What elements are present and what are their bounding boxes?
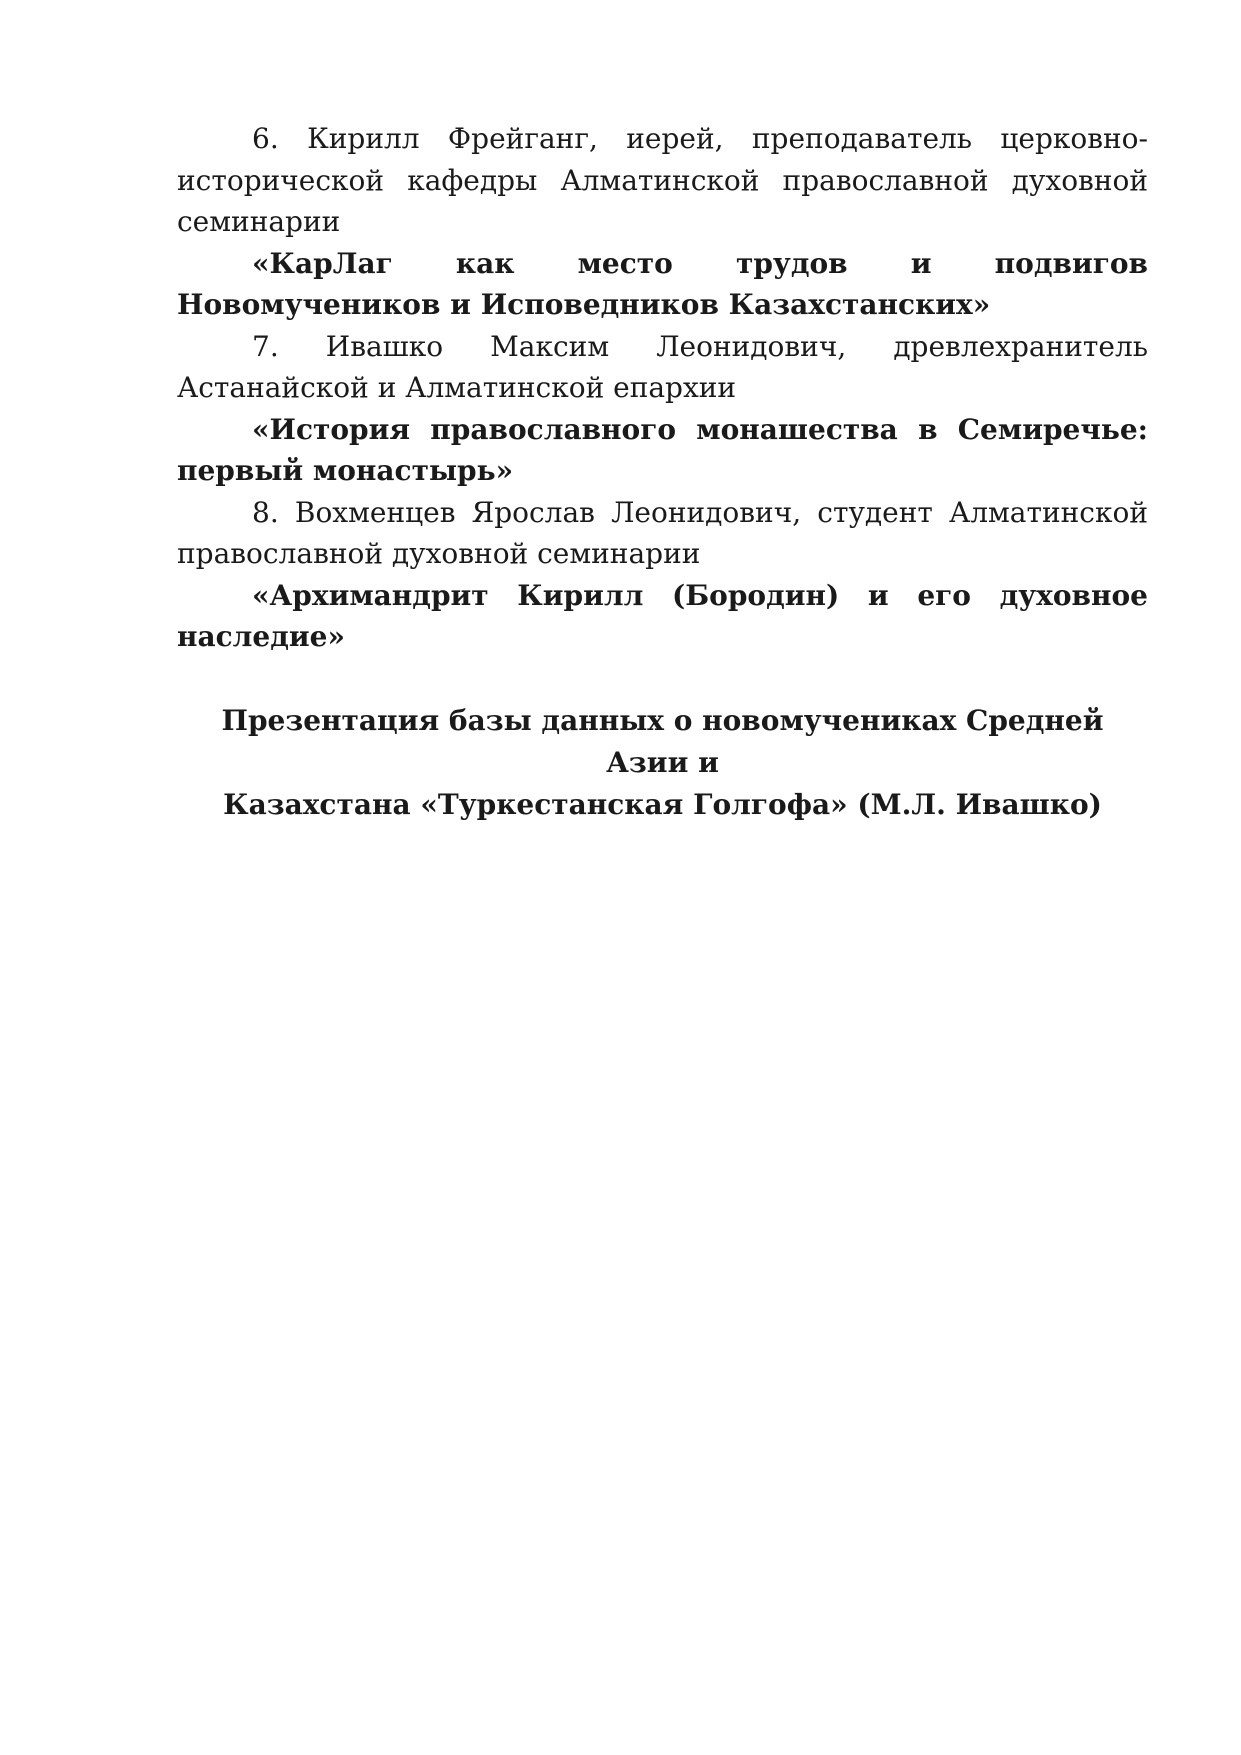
speaker-info: Ивашко Максим Леонидович, древлехранитель Астанайской и Алматинской епархии bbox=[177, 329, 1148, 404]
speaker-info: Кирилл Фрейганг, иерей, преподаватель церковно-исторической кафедры Алматинской православной духовной семинарии bbox=[177, 122, 1149, 238]
presentation-line-2: Казахстана «Туркестанская Голгофа» (М.Л. Ивашко) bbox=[223, 787, 1102, 821]
program-entry-8 bbox=[177, 492, 1148, 658]
program-entry-7 bbox=[177, 326, 1148, 492]
speaker-line bbox=[177, 492, 1148, 575]
talk-title: «Архимандрит Кирилл (Бородин) и его духовное наследие» bbox=[177, 578, 1148, 653]
presentation-heading bbox=[177, 700, 1148, 826]
presentation-line-1: Презентация базы данных о новомучениках Средней Азии и bbox=[221, 703, 1104, 779]
speaker-info: Вохменцев Ярослав Леонидович, студент Алматинской православной духовной семинарии bbox=[177, 495, 1149, 570]
program-entry-6 bbox=[177, 118, 1148, 326]
talk-title: «История православного монашества в Семиречье: первый монастырь» bbox=[177, 412, 1148, 487]
speaker-line bbox=[177, 326, 1148, 409]
document-page bbox=[177, 118, 1148, 826]
entry-number: 7. bbox=[252, 329, 279, 363]
entry-number: 6. bbox=[252, 122, 279, 155]
talk-title: «КарЛаг как место трудов и подвигов Новомучеников и Исповедников Казахстанских» bbox=[177, 246, 1148, 321]
entry-number: 8. bbox=[252, 495, 279, 529]
speaker-line bbox=[177, 118, 1148, 243]
